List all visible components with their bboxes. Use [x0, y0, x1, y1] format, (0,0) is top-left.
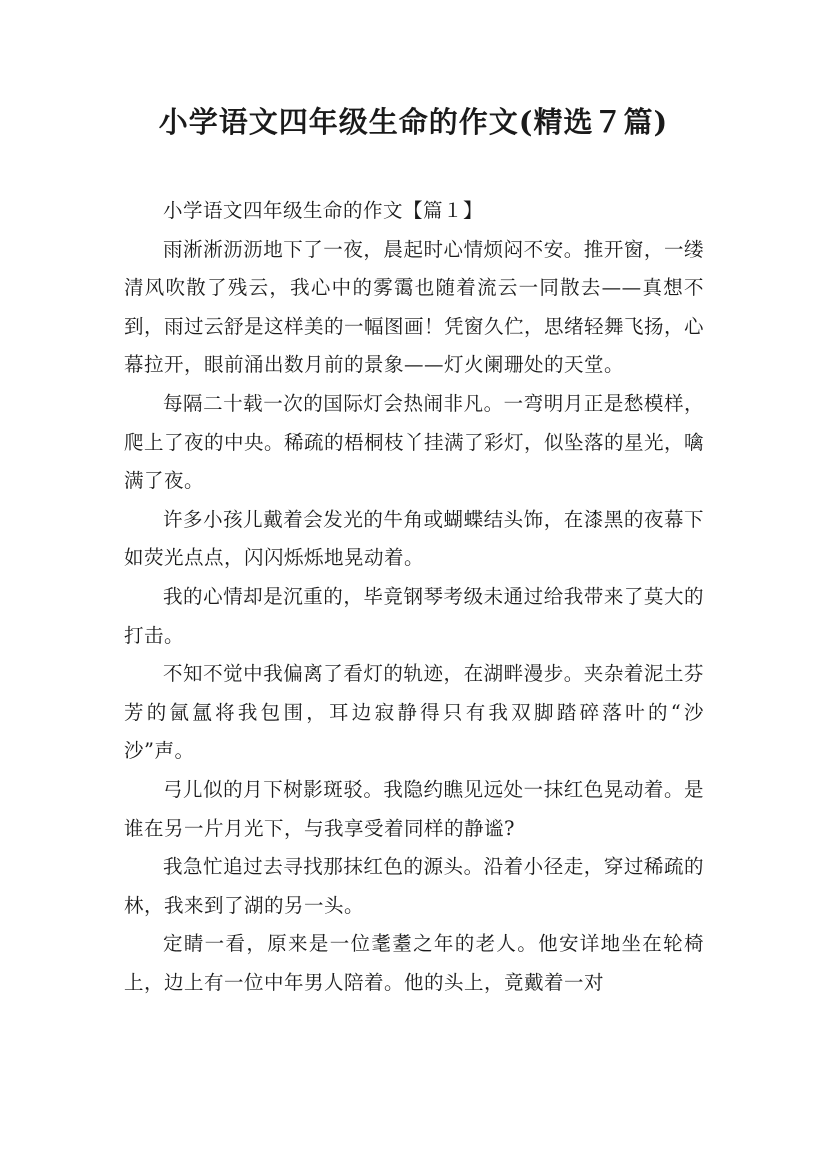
paragraph: 定睛一看，原来是一位耄耋之年的老人。他安详地坐在轮椅上，边上有一位中年男人陪着。他的头上，竟戴着一对 [124, 932, 704, 994]
paragraph: 雨淅淅沥沥地下了一夜，晨起时心情烦闷不安。推开窗，一缕清风吹散了残云，我心中的雾霭也随着流云一同散去——真想不到，雨过云舒是这样美的一幅图画！凭窗久伫，思绪轻舞飞扬，心幕拉开，眼前涌出数月前的景象——灯火阑珊处的天堂。 [124, 237, 705, 377]
section-heading: 小学语文四年级生命的作文【篇１】 [163, 199, 484, 222]
paragraph: 许多小孩儿戴着会发光的牛角或蝴蝶结头饰，在漆黑的夜幕下如荧光点点，闪闪烁烁地晃动着。 [124, 507, 704, 570]
paragraph: 弓儿似的月下树影斑驳。我隐约瞧见远处一抹红色晃动着。是谁在另一片月光下，与我享受着同样的静谧? [124, 777, 704, 840]
paragraph: 每隔二十载一次的国际灯会热闹非凡。一弯明月正是愁模样，爬上了夜的中央。稀疏的梧桐枝丫挂满了彩灯，似坠落的星光，噙满了夜。 [124, 391, 705, 493]
document-body [124, 192, 704, 1002]
document-title: 小学语文四年级生命的作文(精选７篇) [158, 105, 669, 139]
paragraph: 我的心情却是沉重的，毕竟钢琴考级未通过给我带来了莫大的打击。 [124, 584, 704, 647]
paragraph: 我急忙追过去寻找那抹红色的源头。沿着小径走，穿过稀疏的林，我来到了湖的另一头。 [124, 855, 704, 917]
paragraph: 不知不觉中我偏离了看灯的轨迹，在湖畔漫步。夹杂着泥土芬芳的氤氲将我包围，耳边寂静得只有我双脚踏碎落叶的“沙沙”声。 [124, 662, 704, 763]
